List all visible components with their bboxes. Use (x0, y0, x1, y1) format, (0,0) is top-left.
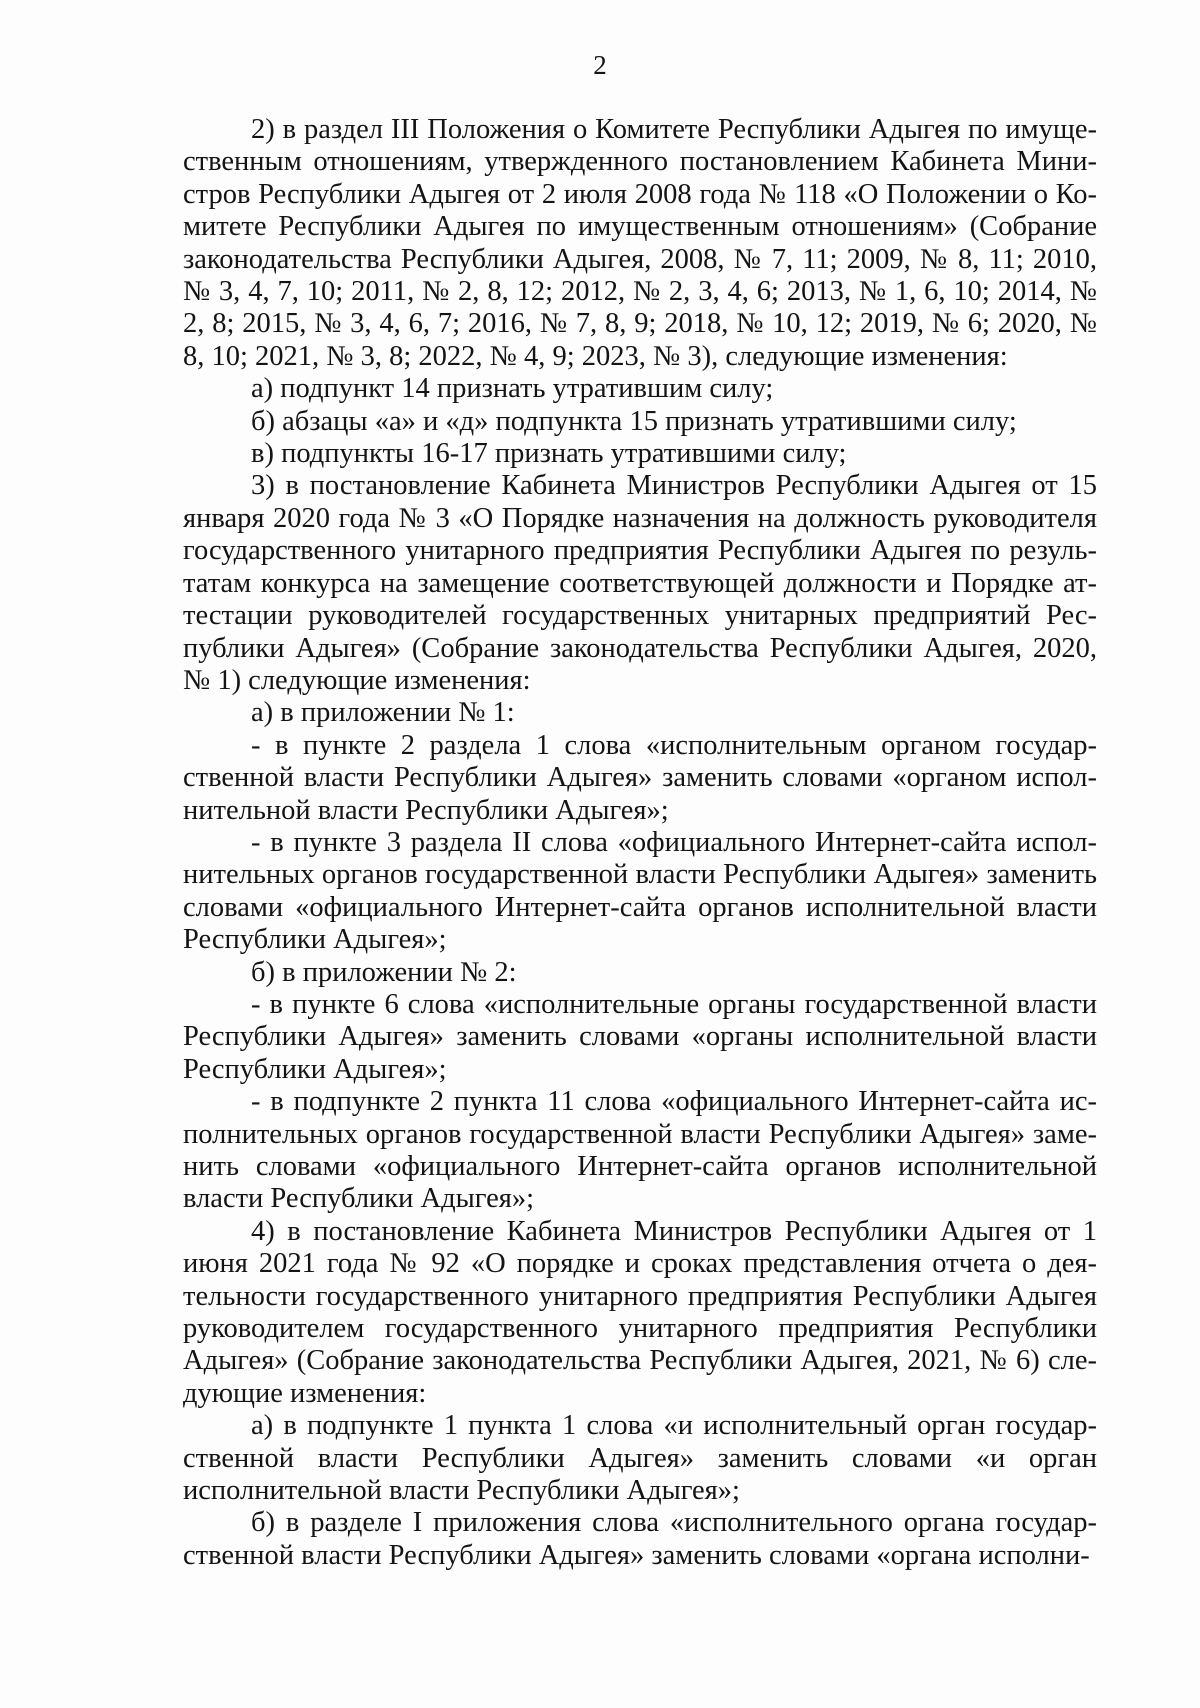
paragraph-item-4b: б) в разделе I приложения слова «исполнительного органа государственной власти Республики Адыгея» заменить словами «органа исполни- (183, 1507, 1097, 1571)
paragraph-item-3b-dash-1: - в пункте 6 слова «исполнительные органы государственной власти Республики Адыгея» заменить словами «органы исполнительной власти Республики Адыгея»; (183, 988, 1097, 1085)
page-number: 2 (593, 50, 607, 80)
paragraph-item-2c: в) подпункты 16-17 признать утратившими силу; (251, 438, 847, 470)
paragraph-section-4: 4) в постановление Кабинета Министров Республики Адыгея от 1 июня 2021 года № 92 «О порядке и сроках представления отчета о деятельности государственного унитарного предприятия Республики Адыгея руководителем государственного унитарного предприятия Республики Адыгея» (Собрание законодательства Республики Адыгея, 2021, № 6) следующие изменения: (183, 1215, 1097, 1409)
paragraph-item-3a: а) в приложении № 1: (251, 697, 515, 729)
document-body (183, 114, 1097, 1572)
paragraph-item-4a: а) в подпункте 1 пункта 1 слова «и исполнительный орган государственной власти Республики Адыгея» заменить словами «и орган исполнительной власти Республики Адыгея»; (183, 1410, 1097, 1507)
paragraph-section-3: 3) в постановление Кабинета Министров Республики Адыгея от 15 января 2020 года № 3 «О Порядке назначения на должность руководителя государственного унитарного предприятия Республики Адыгея по результатам конкурса на замещение соответствующей должности и Порядке аттестации руководителей государственных унитарных предприятий Республики Адыгея» (Собрание законодательства Республики Адыгея, 2020, № 1) следующие изменения: (183, 470, 1097, 696)
paragraph-section-2: 2) в раздел III Положения о Комитете Республики Адыгея по имущественным отношениям, утвержденного постановлением Кабинета Министров Республики Адыгея от 2 июля 2008 года № 118 «О Положении о Комитете Республики Адыгея по имущественным отношениям» (Собрание законодательства Республики Адыгея, 2008, № 7, 11; 2009, № 8, 11; 2010, № 3, 4, 7, 10; 2011, № 2, 8, 12; 2012, № 2, 3, 4, 6; 2013, № 1, 6, 10; 2014, № 2, 8; 2015, № 3, 4, 6, 7; 2016, № 7, 8, 9; 2018, № 10, 12; 2019, № 6; 2020, № 8, 10; 2021, № 3, 8; 2022, № 4, 9; 2023, № 3), следующие изменения: (183, 114, 1097, 372)
paragraph-item-2b: б) абзацы «а» и «д» подпункта 15 признать утратившими силу; (251, 405, 1017, 437)
paragraph-item-3b-dash-2: - в подпункте 2 пункта 11 слова «официального Интернет-сайта исполнительных органов государственной власти Республики Адыгея» заменить словами «официального Интернет-сайта органов исполнительной власти Республики Адыгея»; (183, 1086, 1097, 1215)
paragraph-item-2a: а) подпункт 14 признать утратившим силу; (251, 373, 774, 405)
paragraph-item-3a-dash-2: - в пункте 3 раздела II слова «официального Интернет-сайта исполнительных органов государственной власти Республики Адыгея» заменить словами «официального Интернет-сайта органов исполнительной власти Республики Адыгея»; (183, 826, 1097, 956)
paragraph-item-3b: б) в приложении № 2: (251, 956, 517, 988)
paragraph-item-3a-dash-1: - в пункте 2 раздела 1 слова «исполнительным органом государственной власти Республики Адыгея» заменить словами «органом исполнительной власти Республики Адыгея»; (183, 729, 1097, 826)
